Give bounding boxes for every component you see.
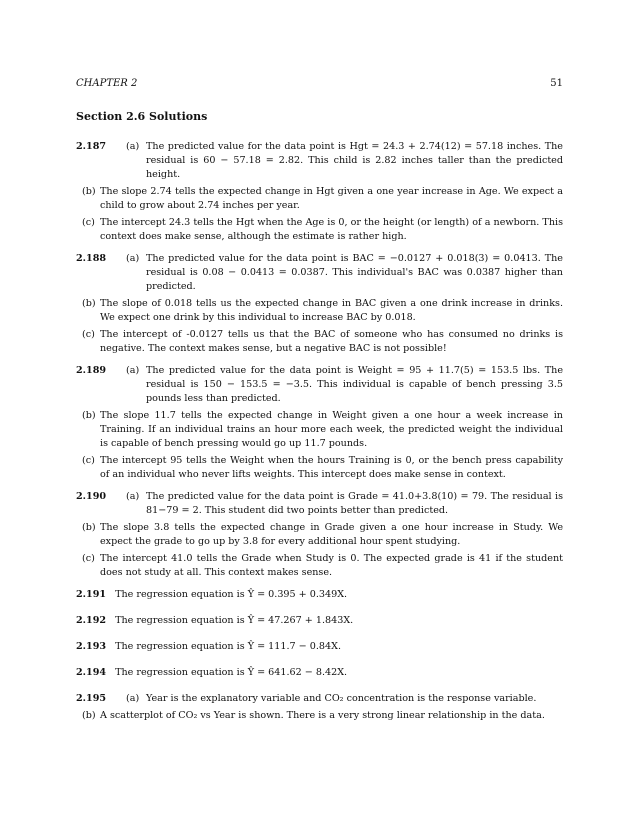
part-text: The slope 3.8 tells the expected change in Grade given a one hour increase in Study. We expect the grade to go up by 3.8 for every additional hour spent studying. bbox=[100, 522, 563, 547]
page-number: 51 bbox=[550, 78, 563, 89]
part-text: The intercept 95 tells the Weight when the hours Training is 0, or the bench press capability of an individual who never lifts weights. This intercept does make sense in context. bbox=[100, 455, 563, 480]
section-title: Section 2.6 Solutions bbox=[76, 110, 208, 123]
regression-equation-line bbox=[76, 640, 563, 654]
problem-2-195 bbox=[76, 692, 563, 723]
part-text: The intercept 24.3 tells the Hgt when the Age is 0, or the height (or length) of a newborn. This context does make sense, although the estimate is rather high. bbox=[100, 217, 563, 242]
part-label: (a) bbox=[126, 491, 140, 502]
problem-number: 2.188 bbox=[76, 253, 107, 264]
regression-equation-line bbox=[76, 614, 563, 628]
regression-equation-line bbox=[76, 588, 563, 602]
problem-number: 2.194 bbox=[76, 667, 107, 678]
problem-number: 2.193 bbox=[76, 641, 107, 652]
regression-equation-line bbox=[76, 666, 563, 680]
problem-2-189 bbox=[76, 364, 563, 482]
part-text: The predicted value for the data point is Grade = 41.0+3.8(10) = 79. The residual is 81−79 = 2. This student did two points better than predicted. bbox=[146, 491, 563, 516]
part-text: The slope 11.7 tells the expected change in Weight given a one hour a week increase in Training. If an individual trains an hour more each week, the predicted weight the individual is capable of bench pressing would go up 11.7 pounds. bbox=[100, 410, 563, 449]
problem-number: 2.192 bbox=[76, 615, 107, 626]
problem-number: 2.191 bbox=[76, 589, 107, 600]
part-label: (a) bbox=[126, 253, 140, 264]
part-label: (b) bbox=[82, 522, 96, 533]
part-text: The predicted value for the data point is Weight = 95 + 11.7(5) = 153.5 lbs. The residual is 150 − 153.5 = −3.5. This individual is capable of bench pressing 3.5 pounds less than predicted. bbox=[146, 365, 563, 404]
part-label: (c) bbox=[82, 455, 95, 466]
part-text: The predicted value for the data point is BAC = −0.0127 + 0.018(3) = 0.0413. The residual is 0.08 − 0.0413 = 0.0387. This individual's BAC was 0.0387 higher than predicted. bbox=[146, 253, 563, 292]
equation-text: The regression equation is Ŷ = 111.7 − 0.84X. bbox=[115, 641, 342, 652]
page-header bbox=[76, 78, 563, 89]
part-label: (b) bbox=[82, 410, 96, 421]
problem-number: 2.195 bbox=[76, 693, 107, 704]
problem-2-188 bbox=[76, 252, 563, 356]
equation-text: The regression equation is Ŷ = 641.62 − 8.42X. bbox=[115, 667, 348, 678]
part-label: (c) bbox=[82, 217, 95, 228]
problem-2-187 bbox=[76, 140, 563, 244]
equation-text: The regression equation is Ŷ = 0.395 + 0.349X. bbox=[115, 589, 348, 600]
solutions-content bbox=[76, 140, 563, 731]
part-text: The intercept 41.0 tells the Grade when Study is 0. The expected grade is 41 if the student does not study at all. This context makes sense. bbox=[100, 553, 563, 578]
part-label: (a) bbox=[126, 693, 140, 704]
part-label: (b) bbox=[82, 298, 96, 309]
part-label: (b) bbox=[82, 186, 96, 197]
problem-number: 2.187 bbox=[76, 141, 107, 152]
part-label: (b) bbox=[82, 710, 96, 721]
equation-text: The regression equation is Ŷ = 47.267 + 1.843X. bbox=[115, 615, 354, 626]
part-text: A scatterplot of CO₂ vs Year is shown. There is a very strong linear relationship in the data. bbox=[100, 710, 545, 721]
chapter-label: CHAPTER 2 bbox=[76, 78, 138, 89]
part-label: (a) bbox=[126, 141, 140, 152]
part-text: The slope of 0.018 tells us the expected change in BAC given a one drink increase in drinks. We expect one drink by this individual to increase BAC by 0.018. bbox=[100, 298, 563, 323]
part-text: The slope 2.74 tells the expected change in Hgt given a one year increase in Age. We expect a child to grow about 2.74 inches per year. bbox=[100, 186, 563, 211]
part-label: (a) bbox=[126, 365, 140, 376]
problem-number: 2.189 bbox=[76, 365, 107, 376]
part-label: (c) bbox=[82, 329, 95, 340]
part-label: (c) bbox=[82, 553, 95, 564]
part-text: The intercept of -0.0127 tells us that the BAC of someone who has consumed no drinks is negative. The context makes sense, but a negative BAC is not possible! bbox=[100, 329, 563, 354]
problem-2-190 bbox=[76, 490, 563, 580]
problem-number: 2.190 bbox=[76, 491, 107, 502]
part-text: Year is the explanatory variable and CO₂ concentration is the response variable. bbox=[146, 693, 537, 704]
part-text: The predicted value for the data point is Hgt = 24.3 + 2.74(12) = 57.18 inches. The residual is 60 − 57.18 = 2.82. This child is 2.82 inches taller than the predicted height. bbox=[146, 141, 563, 180]
